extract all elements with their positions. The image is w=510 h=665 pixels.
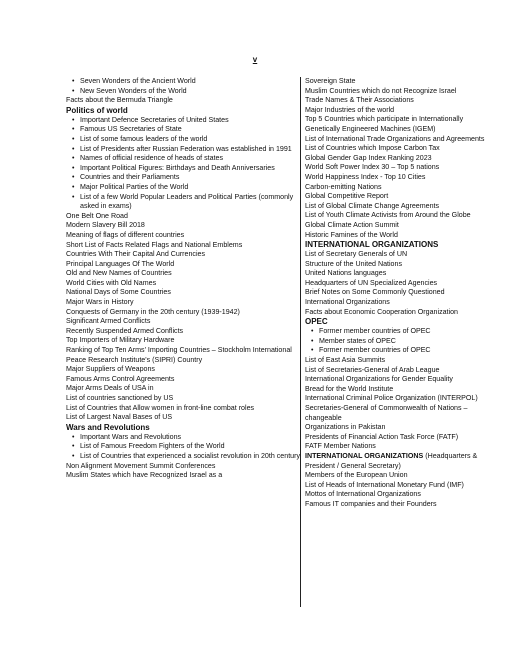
toc-entry: Short List of Facts Related Flags and National Emblems [66, 240, 243, 249]
toc-entry: FATF Member Nations [305, 442, 376, 451]
toc-entry: Recently Suspended Armed Conflicts [66, 326, 184, 335]
toc-entry-text: Names of official residence of heads of states [80, 154, 224, 163]
bullet-icon: • [72, 116, 75, 124]
toc-entry [305, 452, 485, 471]
toc-entry-text: Important Political Figures: Birthdays and Death Anniversaries [80, 163, 275, 172]
bullet-icon: • [72, 443, 75, 451]
toc-entry: Famous IT companies and their Founders [305, 499, 437, 508]
toc-entry: One Belt One Road [66, 211, 128, 220]
toc-bullet-item [66, 193, 302, 212]
bullet-icon: • [72, 145, 75, 153]
section-heading: Wars and Revolutions [66, 422, 150, 432]
toc-entry: Muslim Countries which do not Recognize Israel [305, 86, 457, 95]
toc-entry: Facts about Economic Cooperation Organization [305, 307, 458, 316]
toc-entry: Carbon-emitting Nations [305, 182, 382, 191]
toc-entry-text: (Headquarters & President / General Secretary) [305, 451, 478, 470]
toc-bullet-item [66, 452, 302, 462]
toc-entry-text: Famous US Secretaries of State [80, 125, 182, 134]
section-heading: Politics of world [66, 105, 128, 115]
toc-entry-text: Major Political Parties of the World [80, 182, 189, 191]
toc-entry: Ranking of Top Ten Arms' Importing Countries – Stockholm International Peace Research Institute's (SIPRI) Country [66, 346, 292, 364]
toc-entry: Historic Famines of the World [305, 230, 398, 239]
toc-entry-text: Member states of OPEC [319, 336, 396, 345]
toc-entry: Secretaries-General of Commonwealth of Nations – changeable [305, 404, 468, 422]
toc-entry: Members of the European Union [305, 471, 408, 480]
toc-bullet-item [66, 154, 302, 164]
toc-entry-text: List of a few World Popular Leaders and Political Parties (commonly asked in exams) [80, 192, 294, 211]
toc-bullet-item [305, 346, 485, 356]
toc-entry: Global Gender Gap Index Ranking 2023 [305, 153, 432, 162]
toc-entry: Presidents of Financial Action Task Force (FATF) [305, 432, 459, 441]
toc-entry: World Cities with Old Names [66, 278, 157, 287]
toc-entry-text: Former member countries of OPEC [319, 346, 431, 355]
toc-entry: List of Countries that Allow women in front-line combat roles [66, 403, 255, 412]
toc-entry-text: Important Defence Secretaries of United States [80, 115, 229, 124]
toc-entry: World Happiness Index - Top 10 Cities [305, 172, 426, 181]
toc-entry-text: Countries and their Parliaments [80, 173, 180, 182]
toc-entry: Major Industries of the world [305, 105, 395, 114]
toc-bullet-item [305, 327, 485, 337]
toc-entry: Global Climate Action Summit [305, 220, 399, 229]
toc-entry: Principal Languages Of The World [66, 259, 175, 268]
toc-entry: Conquests of Germany in the 20th century (1939-1942) [66, 307, 240, 316]
bullet-icon: • [311, 347, 314, 355]
toc-bullet-item [66, 433, 302, 443]
toc-entry: Sovereign State [305, 77, 356, 85]
toc-entry: Major Wars in History [66, 298, 134, 307]
toc-entry: Muslim States which have Recognized Israel as a [66, 471, 223, 480]
toc-entry: Non Alignment Movement Summit Conferences [66, 461, 216, 470]
toc-entry-text: List of some famous leaders of the world [80, 134, 208, 143]
bullet-icon: • [72, 78, 75, 85]
toc-entry: Trade Names & Their Associations [305, 96, 414, 105]
toc-entry: Facts about the Bermuda Triangle [66, 96, 173, 105]
toc-bullet-item [66, 87, 302, 97]
toc-entry-text: Former member countries of OPEC [319, 327, 431, 336]
toc-entry: Meaning of flags of different countries [66, 230, 185, 239]
section-heading: INTERNATIONAL ORGANIZATIONS [305, 240, 439, 250]
toc-entry: Modern Slavery Bill 2018 [66, 221, 145, 230]
toc-entry: Top 5 Countries which participate in Internationally Genetically Engineered Machines (IGEM) [305, 115, 464, 133]
bullet-icon: • [72, 164, 75, 172]
toc-entry: Organizations in Pakistan [305, 423, 386, 432]
toc-entry: Bread for the World Institute [305, 384, 394, 393]
toc-entry-text: Important Wars and Revolutions [80, 432, 182, 441]
bullet-icon: • [311, 328, 314, 336]
toc-entry: Old and New Names of Countries [66, 269, 172, 278]
section-heading: OPEC [305, 317, 328, 327]
toc-entry: World Soft Power Index 30 – Top 5 nations [305, 163, 440, 172]
toc-bullet-item [66, 125, 302, 135]
toc-entry: Famous Arms Control Agreements [66, 374, 175, 383]
toc-bullet-item [66, 116, 302, 126]
toc-entry-text: New Seven Wonders of the World [80, 86, 187, 95]
toc-entry-text: List of Famous Freedom Fighters of the World [80, 442, 225, 451]
bullet-icon: • [72, 452, 75, 460]
toc-right-column [300, 77, 485, 607]
toc-entry: International Criminal Police Organization (INTERPOL) [305, 394, 478, 403]
toc-entry: List of East Asia Summits [305, 356, 386, 365]
toc-entry: List of Largest Naval Bases of US [66, 413, 173, 422]
toc-entry: International Organizations for Gender Equality [305, 375, 453, 384]
toc-entry: Mottos of International Organizations [305, 490, 421, 499]
toc-entry: List of Countries which Impose Carbon Tax [305, 144, 440, 153]
toc-entry: List of Secretary Generals of UN [305, 250, 408, 259]
toc-entry: National Days of Some Countries [66, 288, 171, 297]
toc-entry: Headquarters of UN Specialized Agencies [305, 278, 438, 287]
toc-entry-text: List of Presidents after Russian Federation was established in 1991 [80, 144, 292, 153]
bullet-icon: • [72, 155, 75, 163]
bullet-icon: • [72, 135, 75, 143]
toc-entry: Major Suppliers of Weapons [66, 365, 155, 374]
toc-entry: Global Competitive Report [305, 192, 389, 201]
toc-left-column [66, 77, 302, 481]
toc-bullet-item [305, 337, 485, 347]
page-number: v [252, 55, 258, 64]
toc-entry: List of countries sanctioned by US [66, 394, 174, 402]
bullet-icon: • [72, 87, 75, 95]
toc-entry: List of International Trade Organizations and Agreements [305, 134, 485, 143]
bullet-icon: • [72, 174, 75, 182]
bullet-icon: • [72, 433, 75, 441]
toc-entry: Brief Notes on Some Commonly Questioned International Organizations [305, 288, 445, 307]
toc-entry: Significant Armed Conflicts [66, 317, 151, 326]
toc-entry: Structure of the United Nations [305, 259, 402, 268]
toc-bullet-item [66, 442, 302, 452]
toc-entry-text: Seven Wonders of the Ancient World [80, 77, 196, 85]
toc-bullet-item [66, 173, 302, 183]
bullet-icon: • [72, 183, 75, 191]
bullet-icon: • [72, 193, 75, 201]
toc-entry: Major Arms Deals of USA in [66, 384, 154, 393]
toc-entry: List of Global Climate Change Agreements [305, 201, 440, 210]
toc-entry-bold: INTERNATIONAL ORGANIZATIONS [305, 451, 424, 460]
toc-bullet-item [66, 145, 302, 155]
bullet-icon: • [72, 126, 75, 134]
toc-entry: Countries With Their Capital And Currencies [66, 250, 206, 259]
toc-entry-text: List of Countries that experienced a socialist revolution in 20th century [80, 451, 301, 460]
toc-entry: List of Youth Climate Activists from Around the Globe [305, 211, 471, 220]
toc-entry: List of Heads of International Monetary Fund (IMF) [305, 480, 464, 489]
toc-entry: List of Secretaries-General of Arab League [305, 365, 440, 374]
toc-bullet-item [66, 135, 302, 145]
bullet-icon: • [311, 337, 314, 345]
toc-entry: United Nations languages [305, 269, 387, 278]
toc-bullet-item [66, 164, 302, 174]
toc-bullet-item [66, 183, 302, 193]
toc-entry: Top Importers of Military Hardware [66, 336, 175, 345]
toc-bullet-item [66, 77, 302, 87]
